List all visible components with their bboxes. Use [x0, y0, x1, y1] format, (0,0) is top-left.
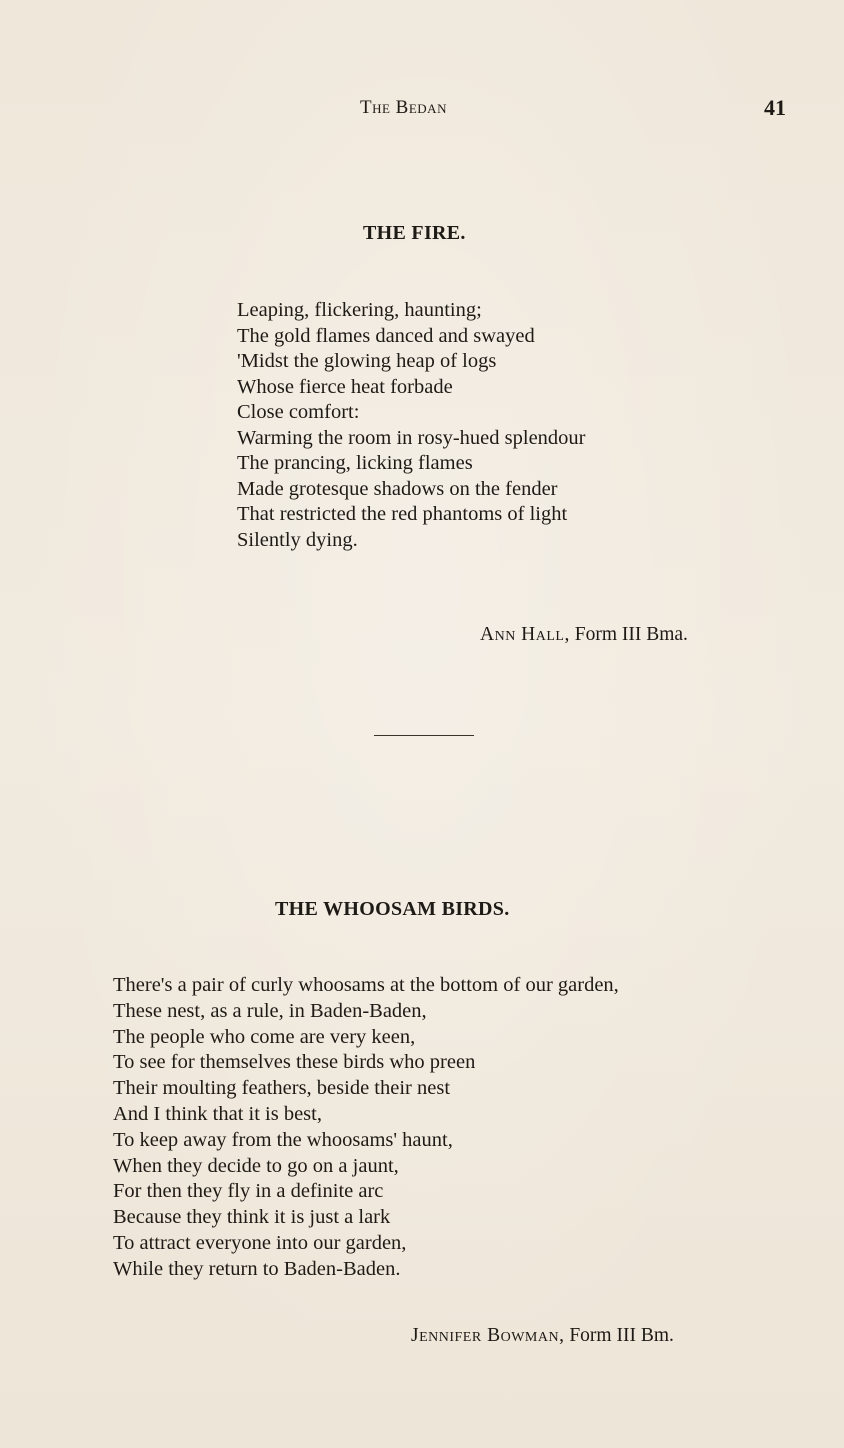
- poem-line: To see for themselves these birds who preen: [113, 1051, 476, 1074]
- poem-line: To attract everyone into our garden,: [113, 1231, 407, 1254]
- poem-line: That restricted the red phantoms of light: [237, 503, 568, 525]
- poem-line: 'Midst the glowing heap of logs: [237, 350, 497, 372]
- page-number: 41: [764, 95, 786, 120]
- poem-line: These nest, as a rule, in Baden-Baden,: [113, 999, 427, 1022]
- running-head: The Bedan: [360, 97, 447, 118]
- poem-line: There's a pair of curly whoosams at the bottom of our garden,: [113, 974, 619, 996]
- poem-line: Silently dying.: [237, 528, 358, 551]
- poem-line: Because they think it is just a lark: [113, 1206, 391, 1229]
- poem-title-whoosam-birds: THE WHOOSAM BIRDS.: [275, 898, 510, 920]
- poem-line: For then they fly in a definite arc: [113, 1180, 384, 1203]
- poem-line: The gold flames danced and swayed: [237, 324, 535, 347]
- poem-line: Their moulting feathers, beside their nest: [113, 1077, 451, 1100]
- section-divider: [374, 735, 474, 736]
- poem-line: Leaping, flickering, haunting;: [237, 299, 482, 321]
- poem-line: While they return to Baden-Baden.: [113, 1257, 401, 1280]
- poem-title-fire: THE FIRE.: [363, 222, 466, 244]
- author-form: Form III Bma.: [574, 624, 688, 645]
- byline-whoosam-birds: [411, 1325, 674, 1347]
- poem-line: And I think that it is best,: [113, 1102, 322, 1125]
- poem-line: Made grotesque shadows on the fender: [237, 477, 558, 500]
- byline-fire: [480, 624, 688, 646]
- poem-line: The prancing, licking flames: [237, 452, 473, 474]
- poem-body-fire: [237, 298, 586, 553]
- poem-line: Close comfort:: [237, 401, 360, 423]
- author-name: Jennifer Bowman,: [411, 1325, 565, 1346]
- author-name: Ann Hall,: [480, 624, 570, 645]
- author-form: Form III Bm.: [569, 1325, 674, 1346]
- poem-line: Whose fierce heat forbade: [237, 375, 453, 398]
- poem-line: To keep away from the whoosams' haunt,: [113, 1128, 453, 1151]
- poem-body-whoosam-birds: [113, 973, 619, 1283]
- poem-line: Warming the room in rosy-hued splendour: [237, 426, 586, 449]
- poem-line: When they decide to go on a jaunt,: [113, 1154, 399, 1177]
- poem-line: The people who come are very keen,: [113, 1025, 416, 1048]
